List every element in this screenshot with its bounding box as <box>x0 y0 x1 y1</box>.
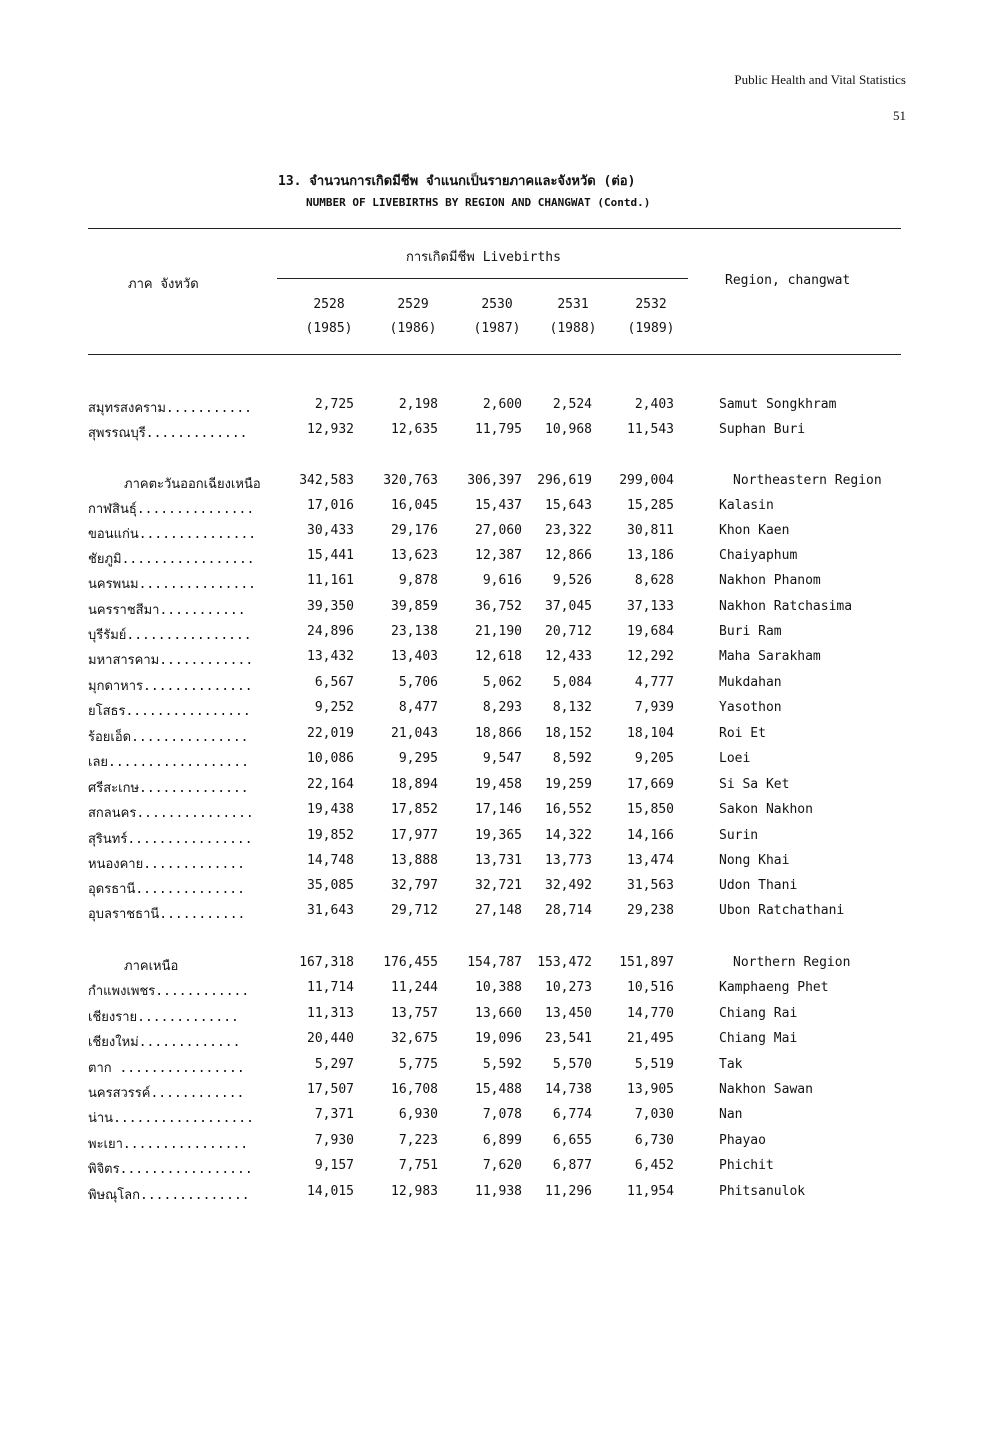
english-name-cell: Phitsanulok <box>719 1184 806 1199</box>
value-cell: 8,592 <box>552 751 592 766</box>
thai-name-cell: ตาก ................ <box>88 1061 245 1076</box>
english-name-cell: Tak <box>719 1057 743 1072</box>
header-group-label: การเกิดมีชีพ Livebirths <box>406 250 561 265</box>
table-row <box>0 777 990 797</box>
value-cell: 17,977 <box>391 828 438 843</box>
thai-name-cell: ภาคตะวันออกเฉียงเหนือ <box>124 477 261 492</box>
value-cell: 13,623 <box>391 548 438 563</box>
value-cell: 2,524 <box>552 397 592 412</box>
value-cell: 9,252 <box>314 700 354 715</box>
value-cell: 6,877 <box>552 1158 592 1173</box>
value-cell: 8,293 <box>482 700 522 715</box>
value-cell: 8,477 <box>398 700 438 715</box>
value-cell: 2,198 <box>398 397 438 412</box>
table-row <box>0 1184 990 1204</box>
value-cell: 13,773 <box>545 853 592 868</box>
thai-name-cell: ศรีสะเกษ.............. <box>88 781 249 796</box>
value-cell: 5,706 <box>398 675 438 690</box>
thai-name-cell: เชียงราย............. <box>88 1010 239 1025</box>
value-cell: 153,472 <box>537 955 592 970</box>
thai-name-cell: อุดรธานี.............. <box>88 882 245 897</box>
thai-name-cell: บุรีรัมย์................ <box>88 628 252 643</box>
value-cell: 6,730 <box>634 1133 674 1148</box>
value-cell: 14,770 <box>627 1006 674 1021</box>
value-cell: 11,244 <box>391 980 438 995</box>
year-col-5 <box>616 293 686 341</box>
value-cell: 9,157 <box>314 1158 354 1173</box>
value-cell: 10,968 <box>545 422 592 437</box>
thai-name-cell: สกลนคร............... <box>88 806 254 821</box>
thai-name-cell: อุบลราชธานี........... <box>88 907 246 922</box>
year-ad-label: (1986) <box>389 321 437 336</box>
table-row <box>0 1107 990 1127</box>
english-name-cell: Maha Sarakham <box>719 649 821 664</box>
value-cell: 15,285 <box>627 498 674 513</box>
value-cell: 299,004 <box>619 473 674 488</box>
english-name-cell: Nakhon Phanom <box>719 573 821 588</box>
thai-name-cell: กำแพงเพชร............ <box>88 984 250 999</box>
header-group-rule <box>277 278 688 279</box>
value-cell: 6,452 <box>634 1158 674 1173</box>
value-cell: 30,811 <box>627 523 674 538</box>
value-cell: 17,146 <box>475 802 522 817</box>
thai-name-cell: พิจิตร................. <box>88 1162 253 1177</box>
english-name-cell: Nan <box>719 1107 743 1122</box>
english-name-cell: Udon Thani <box>719 878 798 893</box>
value-cell: 2,403 <box>634 397 674 412</box>
value-cell: 13,186 <box>627 548 674 563</box>
table-title-english: NUMBER OF LIVEBIRTHS BY REGION AND CHANGWAT (Contd.) <box>306 196 651 209</box>
value-cell: 23,138 <box>391 624 438 639</box>
table-row <box>0 802 990 822</box>
english-name-cell: Si Sa Ket <box>719 777 790 792</box>
value-cell: 15,441 <box>307 548 354 563</box>
year-label: 2530 <box>481 297 513 312</box>
value-cell: 19,259 <box>545 777 592 792</box>
thai-name-cell: พะเยา................ <box>88 1137 249 1152</box>
table-row <box>0 675 990 695</box>
value-cell: 9,616 <box>482 573 522 588</box>
value-cell: 13,474 <box>627 853 674 868</box>
value-cell: 12,866 <box>545 548 592 563</box>
value-cell: 13,888 <box>391 853 438 868</box>
value-cell: 29,238 <box>627 903 674 918</box>
english-name-cell: Nong Khai <box>719 853 790 868</box>
english-name-cell: Yasothon <box>719 700 782 715</box>
year-label: 2528 <box>313 297 345 312</box>
thai-name-cell: กาฬสินธุ์............... <box>88 502 255 517</box>
value-cell: 11,296 <box>545 1184 592 1199</box>
year-ad-label: (1985) <box>305 321 353 336</box>
value-cell: 31,563 <box>627 878 674 893</box>
english-name-cell: Sakon Nakhon <box>719 802 813 817</box>
value-cell: 23,541 <box>545 1031 592 1046</box>
value-cell: 7,620 <box>482 1158 522 1173</box>
value-cell: 13,757 <box>391 1006 438 1021</box>
table-row <box>0 649 990 669</box>
thai-name-cell: นครสวรรค์............ <box>88 1086 245 1101</box>
thai-name-cell: ภาคเหนือ <box>124 959 179 974</box>
value-cell: 28,714 <box>545 903 592 918</box>
value-cell: 29,712 <box>391 903 438 918</box>
table-row <box>0 1082 990 1102</box>
value-cell: 18,152 <box>545 726 592 741</box>
value-cell: 17,852 <box>391 802 438 817</box>
table-top-rule <box>88 228 901 229</box>
value-cell: 320,763 <box>383 473 438 488</box>
value-cell: 5,062 <box>482 675 522 690</box>
value-cell: 12,932 <box>307 422 354 437</box>
value-cell: 12,387 <box>475 548 522 563</box>
english-name-cell: Chaiyaphum <box>719 548 798 563</box>
region-row <box>0 473 990 493</box>
value-cell: 7,939 <box>634 700 674 715</box>
value-cell: 24,896 <box>307 624 354 639</box>
value-cell: 342,583 <box>299 473 354 488</box>
value-cell: 19,438 <box>307 802 354 817</box>
value-cell: 20,712 <box>545 624 592 639</box>
table-row <box>0 573 990 593</box>
value-cell: 9,205 <box>634 751 674 766</box>
table-row <box>0 700 990 720</box>
value-cell: 5,519 <box>634 1057 674 1072</box>
english-name-cell: Roi Et <box>719 726 766 741</box>
header-right-label: Region, changwat <box>725 273 851 288</box>
value-cell: 18,866 <box>475 726 522 741</box>
english-name-cell: Samut Songkhram <box>719 397 837 412</box>
year-ad-label: (1989) <box>627 321 675 336</box>
value-cell: 15,488 <box>475 1082 522 1097</box>
value-cell: 296,619 <box>537 473 592 488</box>
english-name-cell: Phichit <box>719 1158 774 1173</box>
thai-name-cell: นครพนม............... <box>88 577 256 592</box>
english-name-cell: Mukdahan <box>719 675 782 690</box>
table-row <box>0 828 990 848</box>
value-cell: 16,045 <box>391 498 438 513</box>
thai-name-cell: ยโสธร................ <box>88 704 251 719</box>
table-row <box>0 1031 990 1051</box>
value-cell: 167,318 <box>299 955 354 970</box>
table-row <box>0 1006 990 1026</box>
thai-name-cell: พิษณุโลก.............. <box>88 1188 250 1203</box>
value-cell: 32,797 <box>391 878 438 893</box>
thai-name-cell: มุกดาหาร.............. <box>88 679 253 694</box>
value-cell: 18,894 <box>391 777 438 792</box>
value-cell: 32,492 <box>545 878 592 893</box>
value-cell: 22,019 <box>307 726 354 741</box>
thai-name-cell: ขอนแก่น............... <box>88 527 257 542</box>
table-row <box>0 498 990 518</box>
value-cell: 39,350 <box>307 599 354 614</box>
year-label: 2531 <box>557 297 589 312</box>
value-cell: 10,388 <box>475 980 522 995</box>
english-name-cell: Buri Ram <box>719 624 782 639</box>
value-cell: 29,176 <box>391 523 438 538</box>
value-cell: 32,721 <box>475 878 522 893</box>
table-row <box>0 751 990 771</box>
value-cell: 6,899 <box>482 1133 522 1148</box>
value-cell: 7,223 <box>398 1133 438 1148</box>
value-cell: 7,371 <box>314 1107 354 1122</box>
value-cell: 19,365 <box>475 828 522 843</box>
value-cell: 21,190 <box>475 624 522 639</box>
thai-name-cell: มหาสารคาม............ <box>88 653 254 668</box>
value-cell: 11,161 <box>307 573 354 588</box>
value-cell: 18,104 <box>627 726 674 741</box>
english-name-cell: Loei <box>719 751 751 766</box>
value-cell: 14,748 <box>307 853 354 868</box>
value-cell: 8,132 <box>552 700 592 715</box>
year-col-1 <box>294 293 364 341</box>
region-row <box>0 955 990 975</box>
thai-name-cell: ร้อยเอ็ด............... <box>88 730 249 745</box>
value-cell: 30,433 <box>307 523 354 538</box>
value-cell: 22,164 <box>307 777 354 792</box>
value-cell: 14,015 <box>307 1184 354 1199</box>
value-cell: 2,600 <box>482 397 522 412</box>
value-cell: 12,618 <box>475 649 522 664</box>
value-cell: 31,643 <box>307 903 354 918</box>
thai-name-cell: น่าน.................. <box>88 1111 254 1126</box>
table-row <box>0 726 990 746</box>
value-cell: 9,526 <box>552 573 592 588</box>
value-cell: 19,096 <box>475 1031 522 1046</box>
value-cell: 5,592 <box>482 1057 522 1072</box>
table-row <box>0 1158 990 1178</box>
value-cell: 6,655 <box>552 1133 592 1148</box>
value-cell: 23,322 <box>545 523 592 538</box>
english-name-cell: Suphan Buri <box>719 422 806 437</box>
year-col-2 <box>378 293 448 341</box>
value-cell: 13,432 <box>307 649 354 664</box>
value-cell: 16,708 <box>391 1082 438 1097</box>
value-cell: 15,850 <box>627 802 674 817</box>
value-cell: 10,516 <box>627 980 674 995</box>
thai-name-cell: สุพรรณบุรี............. <box>88 426 248 441</box>
thai-name-cell: เลย.................. <box>88 755 249 770</box>
value-cell: 12,635 <box>391 422 438 437</box>
thai-name-cell: สุรินทร์................ <box>88 832 253 847</box>
year-col-4 <box>538 293 608 341</box>
value-cell: 5,775 <box>398 1057 438 1072</box>
value-cell: 17,016 <box>307 498 354 513</box>
value-cell: 10,273 <box>545 980 592 995</box>
value-cell: 20,440 <box>307 1031 354 1046</box>
thai-name-cell: ชัยภูมิ................. <box>88 552 255 567</box>
value-cell: 19,852 <box>307 828 354 843</box>
english-name-cell: Ubon Ratchathani <box>719 903 845 918</box>
value-cell: 10,086 <box>307 751 354 766</box>
value-cell: 12,292 <box>627 649 674 664</box>
value-cell: 13,403 <box>391 649 438 664</box>
value-cell: 11,313 <box>307 1006 354 1021</box>
value-cell: 11,714 <box>307 980 354 995</box>
thai-name-cell: หนองคาย............. <box>88 857 245 872</box>
english-name-cell: Kalasin <box>719 498 774 513</box>
thai-name-cell: นครราชสีมา........... <box>88 603 246 618</box>
table-row <box>0 878 990 898</box>
table-row <box>0 397 990 417</box>
value-cell: 14,738 <box>545 1082 592 1097</box>
value-cell: 27,148 <box>475 903 522 918</box>
value-cell: 13,660 <box>475 1006 522 1021</box>
table-row <box>0 903 990 923</box>
table-row <box>0 1133 990 1153</box>
value-cell: 35,085 <box>307 878 354 893</box>
header-left-label: ภาค จังหวัด <box>128 277 199 292</box>
thai-name-cell: เชียงใหม่............. <box>88 1035 241 1050</box>
value-cell: 5,570 <box>552 1057 592 1072</box>
value-cell: 37,045 <box>545 599 592 614</box>
table-row <box>0 548 990 568</box>
value-cell: 4,777 <box>634 675 674 690</box>
value-cell: 21,043 <box>391 726 438 741</box>
table-row <box>0 523 990 543</box>
value-cell: 15,437 <box>475 498 522 513</box>
value-cell: 5,297 <box>314 1057 354 1072</box>
value-cell: 12,433 <box>545 649 592 664</box>
value-cell: 6,774 <box>552 1107 592 1122</box>
table-row <box>0 1057 990 1077</box>
value-cell: 11,938 <box>475 1184 522 1199</box>
value-cell: 37,133 <box>627 599 674 614</box>
value-cell: 9,547 <box>482 751 522 766</box>
value-cell: 8,628 <box>634 573 674 588</box>
year-label: 2529 <box>397 297 429 312</box>
value-cell: 11,543 <box>627 422 674 437</box>
table-row <box>0 624 990 644</box>
value-cell: 9,878 <box>398 573 438 588</box>
english-name-cell: Northeastern Region <box>733 473 882 488</box>
english-name-cell: Phayao <box>719 1133 766 1148</box>
table-row <box>0 599 990 619</box>
value-cell: 6,930 <box>398 1107 438 1122</box>
page-number: 51 <box>893 108 906 123</box>
english-name-cell: Surin <box>719 828 759 843</box>
thai-name-cell: สมุทรสงคราม........... <box>88 401 252 416</box>
value-cell: 19,458 <box>475 777 522 792</box>
table-row <box>0 853 990 873</box>
english-name-cell: Kamphaeng Phet <box>719 980 829 995</box>
year-ad-label: (1987) <box>473 321 521 336</box>
value-cell: 13,731 <box>475 853 522 868</box>
value-cell: 14,166 <box>627 828 674 843</box>
value-cell: 13,905 <box>627 1082 674 1097</box>
english-name-cell: Nakhon Sawan <box>719 1082 813 1097</box>
value-cell: 5,084 <box>552 675 592 690</box>
value-cell: 176,455 <box>383 955 438 970</box>
value-cell: 17,669 <box>627 777 674 792</box>
value-cell: 17,507 <box>307 1082 354 1097</box>
english-name-cell: Chiang Mai <box>719 1031 798 1046</box>
year-col-3 <box>462 293 532 341</box>
value-cell: 15,643 <box>545 498 592 513</box>
value-cell: 16,552 <box>545 802 592 817</box>
value-cell: 39,859 <box>391 599 438 614</box>
table-title-thai: 13. จำนวนการเกิดมีชีพ จำแนกเป็นรายภาคและจังหวัด (ต่อ) <box>278 174 636 189</box>
value-cell: 13,450 <box>545 1006 592 1021</box>
value-cell: 154,787 <box>467 955 522 970</box>
table-row <box>0 980 990 1000</box>
value-cell: 32,675 <box>391 1031 438 1046</box>
value-cell: 7,751 <box>398 1158 438 1173</box>
value-cell: 36,752 <box>475 599 522 614</box>
year-ad-label: (1988) <box>549 321 597 336</box>
value-cell: 14,322 <box>545 828 592 843</box>
value-cell: 6,567 <box>314 675 354 690</box>
value-cell: 12,983 <box>391 1184 438 1199</box>
value-cell: 9,295 <box>398 751 438 766</box>
value-cell: 21,495 <box>627 1031 674 1046</box>
value-cell: 11,795 <box>475 422 522 437</box>
value-cell: 2,725 <box>314 397 354 412</box>
value-cell: 11,954 <box>627 1184 674 1199</box>
value-cell: 151,897 <box>619 955 674 970</box>
year-label: 2532 <box>635 297 667 312</box>
value-cell: 27,060 <box>475 523 522 538</box>
value-cell: 306,397 <box>467 473 522 488</box>
value-cell: 7,930 <box>314 1133 354 1148</box>
english-name-cell: Northern Region <box>733 955 851 970</box>
value-cell: 7,078 <box>482 1107 522 1122</box>
table-header-bottom-rule <box>88 354 901 355</box>
english-name-cell: Khon Kaen <box>719 523 790 538</box>
english-name-cell: Nakhon Ratchasima <box>719 599 853 614</box>
english-name-cell: Chiang Rai <box>719 1006 798 1021</box>
running-header: Public Health and Vital Statistics <box>734 72 906 87</box>
value-cell: 7,030 <box>634 1107 674 1122</box>
table-row <box>0 422 990 442</box>
value-cell: 19,684 <box>627 624 674 639</box>
